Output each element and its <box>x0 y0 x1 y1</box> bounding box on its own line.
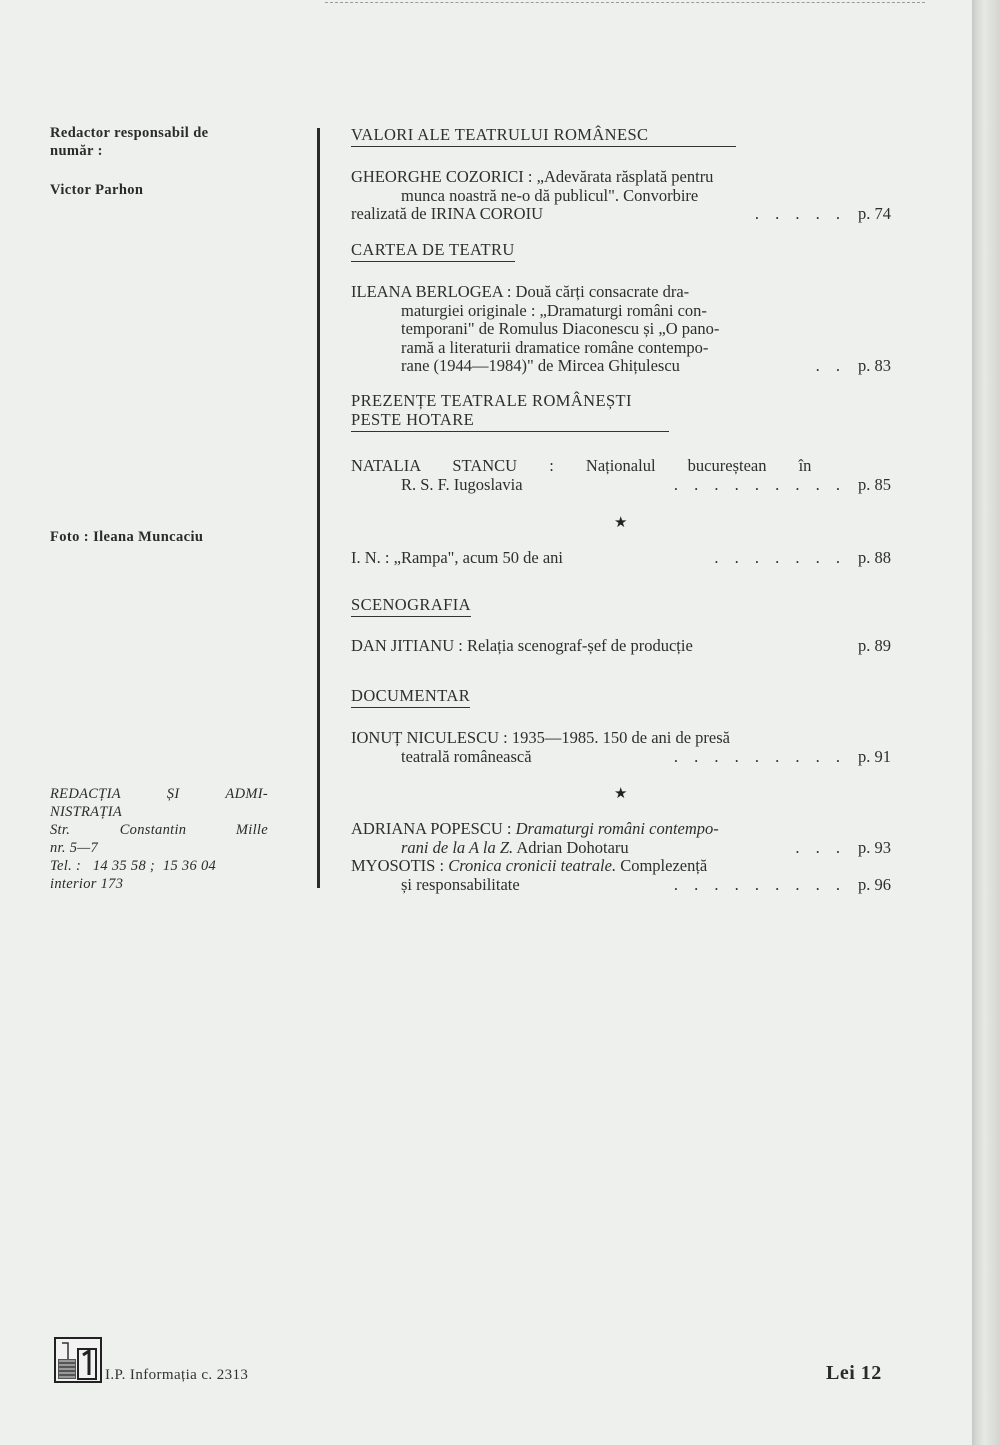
printer-imprint: I.P. Informația c. 2313 <box>105 1367 249 1383</box>
redaction-word: Constantin <box>119 822 187 838</box>
editor-label-line2: număr : <box>50 143 103 159</box>
toc-page-number: p. 88 <box>858 548 891 567</box>
toc-text-italic: Dramaturgi români contempo- <box>515 819 719 838</box>
toc-text: NATALIA STANCU : Naționalul bucureștean în <box>351 456 812 475</box>
toc-line <box>351 637 891 656</box>
toc-text: MYOSOTIS : <box>351 856 449 875</box>
redaction-phone: Tel. : 14 35 58 ; 15 36 04 <box>50 858 217 874</box>
redaction-interior: interior 173 <box>50 876 124 892</box>
toc-text: temporani" de Romulus Diaconescu și „O pano- <box>401 319 720 338</box>
toc-line <box>351 283 891 302</box>
toc-entry-stancu[interactable] <box>351 457 891 494</box>
redaction-line3 <box>50 821 268 839</box>
toc-line <box>351 168 891 187</box>
toc-line <box>351 729 891 748</box>
toc-line <box>351 876 891 895</box>
toc-page-number: p. 83 <box>858 356 891 375</box>
toc-text: Complezență <box>616 856 708 875</box>
heading-line: PESTE HOTARE <box>351 410 475 429</box>
toc-text: ILEANA BERLOGEA : Două cărți consacrate dra- <box>351 282 690 301</box>
column-divider <box>317 128 320 888</box>
toc-line <box>351 320 891 339</box>
editor-label-line1: Redactor responsabil de <box>50 125 209 141</box>
toc-text: munca noastră ne-o dă publicul". Convorbire <box>401 185 699 205</box>
printer-logo-icon <box>54 1337 102 1383</box>
toc-dots: . . . <box>795 838 846 857</box>
redaction-word: REDACȚIA <box>50 786 121 802</box>
toc-entry-niculescu[interactable] <box>351 729 891 766</box>
toc-line <box>351 457 891 476</box>
toc-line <box>351 339 891 358</box>
toc-dots: . . . . . . . <box>714 549 846 567</box>
toc-text: realizată de IRINA COROIU <box>351 204 543 223</box>
toc-text: maturgiei originale : „Dramaturgi români con- <box>401 300 707 320</box>
section-heading-cartea: CARTEA DE TEATRU <box>351 240 515 262</box>
redaction-line1 <box>50 785 268 803</box>
toc-dots: . . <box>815 357 846 375</box>
printer-logo-graphic <box>56 1339 100 1381</box>
redaction-word: Mille <box>235 822 268 838</box>
toc-page-number: p. 96 <box>858 874 891 894</box>
toc-text: I. N. : „Rampa", acum 50 de ani <box>351 548 564 567</box>
toc-dots: . . . . . <box>754 205 846 223</box>
redaction-line2: NISTRAȚIA <box>50 804 122 820</box>
toc-line <box>351 357 891 376</box>
redaction-word: ȘI <box>166 786 180 802</box>
photo-credit: Foto : Ileana Muncaciu <box>50 529 204 545</box>
toc-line <box>351 205 891 224</box>
toc-line <box>351 857 891 876</box>
toc-line <box>351 839 891 858</box>
star-separator: ★ <box>614 786 628 802</box>
toc-text: DAN JITIANU : Relația scenograf-șef de producție <box>351 636 693 655</box>
price-label: Lei 12 <box>826 1362 882 1384</box>
toc-text: ramă a literaturii dramatice române contempo- <box>401 337 709 357</box>
redaction-line4: nr. 5—7 <box>50 840 99 856</box>
section-heading-documentar: DOCUMENTAR <box>351 686 470 708</box>
top-edge-line <box>325 2 925 3</box>
toc-entry-rampa[interactable] <box>351 549 891 568</box>
toc-page-number: p. 91 <box>858 746 891 766</box>
editor-name: Victor Parhon <box>50 182 144 198</box>
toc-dots: . . . . . . . . . <box>673 875 846 894</box>
redaction-word: Str. <box>50 822 71 838</box>
toc-entry-myosotis[interactable] <box>351 857 891 894</box>
section-heading-scenografia: SCENOGRAFIA <box>351 595 471 617</box>
toc-text: ADRIANA POPESCU : <box>351 819 516 838</box>
toc-text: R. S. F. Iugoslavia <box>401 474 523 494</box>
toc-text-italic: Cronica cronicii teatrale. <box>448 856 617 875</box>
toc-entry-jitianu[interactable] <box>351 637 891 656</box>
toc-text-italic: rani de la A la Z. <box>401 837 514 857</box>
redaction-word: ADMI- <box>225 786 268 802</box>
toc-entry-popescu[interactable] <box>351 820 891 857</box>
toc-line <box>351 748 891 767</box>
toc-entry-berlogea[interactable] <box>351 283 891 376</box>
toc-text: teatrală românească <box>401 746 532 766</box>
section-heading-prezente <box>351 391 669 432</box>
toc-page-number: p. 85 <box>858 474 891 494</box>
toc-text: GHEORGHE COZORICI : „Adevărata răsplată pentru <box>351 167 714 186</box>
toc-text: IONUȚ NICULESCU : 1935—1985. 150 de ani de presă <box>351 728 730 747</box>
toc-dots: . . . . . . . . . <box>673 747 846 766</box>
toc-page-number: p. 89 <box>858 636 891 655</box>
redaction-address <box>50 785 268 893</box>
toc-line <box>351 820 891 839</box>
page-edge <box>974 0 1000 1445</box>
toc-dots: . . . . . . . . . <box>673 475 846 494</box>
toc-entry-cozorici[interactable] <box>351 168 891 224</box>
section-heading-valori: VALORI ALE TEATRULUI ROMÂNESC <box>351 125 736 147</box>
toc-page-number: p. 74 <box>858 204 891 223</box>
toc-text: rane (1944—1984)" de Mircea Ghițulescu <box>401 356 680 375</box>
editor-label <box>50 124 280 160</box>
toc-line <box>351 302 891 321</box>
toc-line <box>351 549 891 568</box>
star-separator: ★ <box>614 515 628 531</box>
toc-line <box>351 476 891 495</box>
toc-page-number: p. 93 <box>858 837 891 857</box>
toc-line <box>351 187 891 206</box>
toc-text: și responsabilitate <box>401 874 520 894</box>
toc-text: Adrian Dohotaru <box>513 837 629 857</box>
heading-line: PREZENȚE TEATRALE ROMÂNEȘTI <box>351 391 632 410</box>
